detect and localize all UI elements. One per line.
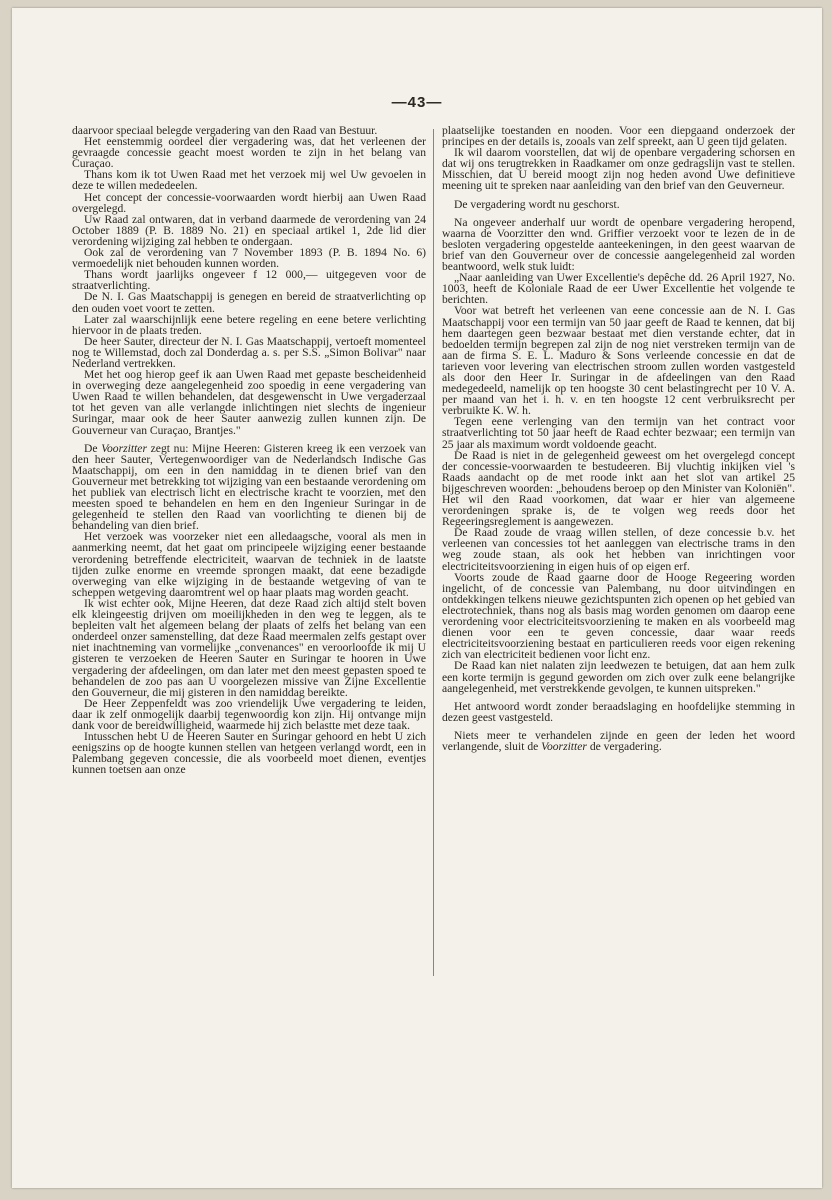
paragraph: daarvoor speciaal belegde vergadering van den Raad van Bestuur.: [72, 125, 378, 137]
paragraph: De N. I. Gas Maatschappij is genegen en bereid de straatverlichting op den ouden voet voort te zetten.: [72, 290, 426, 315]
paragraph: De Raad is niet in de gelegenheid geweest om het overgelegd concept der concessie-voorwaarden te bestudeeren. Bij vluchtig inkijken viel 's Raads aandacht op de met roode inkt aan het slot van artikel 25 bijgeschreven woorden: „behoudens beroep op den Minister van Koloniën". Het wil den Raad voorkomen, dat waar er hier van algemeene verordeningen sprake is, de te volgen weg reeds door het Regeeringsreglement is aangewezen.: [442, 448, 795, 529]
paragraph: De Heer Zeppenfeldt was zoo vriendelijk Uwe vergadering te leiden, daar ik zelf onmogelijk daarbij tegenwoordig kon zijn. Hij ontvange mijn dank voor de bereidwilligheid, waarmede hij zich belastte met deze taak.: [72, 696, 426, 732]
paragraph: Voorts zoude de Raad gaarne door de Hooge Regeering worden ingelicht, of de concessie van Palembang, nu door uitvindingen en ontdekkingen telkens nieuwe gezichtspunten zich openen op het gebied van electrotechniek, thans nog als basis mag worden genomen om daarop eene verordening voor electriciteitsvoorziening te maken en als voorbeeld mag dienen voor een te geven concessie, daar waar reeds electriciteitsvoorziening bestaat en particulieren reeds voor eigen rekening zich van electriciteit bedienen voor licht enz.: [442, 570, 795, 662]
paragraph-text: zegt nu: Mijne Heeren: Gisteren kreeg ik een verzoek van den heer Sauter, Vertegenwoordiger van de Nederlandsch Indische Gas Maatschappij, om een in den namiddag in te dienen brief van den Gouverneur met betrekking tot wijziging van een bestaande verordening om het publiek van electrisch licht en electrische kracht te voorzien, met den meesten spoed te behandelen en hem en den Ingenieur Suringar in de gelegenheid te stellen den Raad van voorlichting te dienen bij de behandeling van dien brief.: [72, 441, 426, 533]
paragraph: Thans wordt jaarlijks ongeveer f 12 000,— uitgegeven voor de straatverlichting.: [72, 268, 426, 293]
paragraph: plaatselijke toestanden en nooden. Voor een diepgaand onderzoek der principes en der details is, zooals van zelf spreekt, aan U geen tijd gelaten.: [442, 125, 795, 149]
left-column: [72, 125, 426, 1185]
document-page: [12, 8, 822, 1188]
paragraph: Ook zal de verordening van 7 November 1893 (P. B. 1894 No. 6) vermoedelijk niet behouden kunnen worden.: [72, 246, 426, 271]
paragraph: Tegen eene verlenging van den termijn van het contract voor straatverlichting tot 50 jaar heeft de Raad echter bezwaar; een termijn van 25 jaar als maximum wordt voldoende geacht.: [442, 415, 795, 451]
paragraph: [442, 730, 795, 752]
paragraph: Het eenstemmig oordeel dier vergadering was, dat het verleenen der gevraagde concessie geacht moest worden te zijn in het belang van Curaçao.: [72, 135, 426, 171]
paragraph: „Naar aanleiding van Uwer Excellentie's depêche dd. 26 April 1927, No. 1003, heeft de Koloniale Raad de eer Uwer Excellentie het volgende te berichten.: [442, 271, 795, 307]
paragraph: Uw Raad zal ontwaren, dat in verband daarmede de verordening van 24 October 1889 (P. B. 1889 No. 21) en speciaal artikel 1, 2de lid dier verordening wijziging zal hebben te ondergaan.: [72, 212, 426, 248]
column-divider: [433, 129, 434, 976]
paragraph: Intusschen hebt U de Heeren Sauter en Suringar gehoord en hebt U zich eenigszins op de hoogte kunnen stellen van hetgeen verlangd wordt, een in Palembang gegeven concessie, die als voorbeeld moet dienen, eventjes kunnen toetsen aan onze: [72, 730, 426, 777]
paragraph: Voor wat betreft het verleenen van eene concessie aan de N. I. Gas Maatschappij voor een termijn van 50 jaar geeft de Raad te kennen, dat bij hem daartegen geen bezwaar bestaat met dien verstande echter, dat in bedoelden termijn begrepen zal zijn de nog niet verstreken termijn van de aan de firma S. E. L. Maduro & Sons verleende concessie en dat de tarieven voor levering van electrischen stroom zullen worden vastgesteld als door den Heer Ir. Suringar in de afdeelingen van den Raad medegedeeld, namelijk op ten hoogste 30 cent belastingrecht per 10 V. A. per maand van het i. h. v. en ten hoogste 12 cent verbruiksrecht per verbruikte K. W. h.: [442, 304, 795, 418]
paragraph-text: de vergadering.: [586, 739, 662, 753]
paragraph: Ik wil daarom voorstellen, dat wij de openbare vergadering schorsen en dat wij ons terugtrekken in Raadkamer om onze gedragslijn vast te stellen. Misschien, dat U bereid moogt zijn nog heden avond Uwe definitieve meening uit te spreken naar aanleiding van den brief van den Geuverneur.: [442, 146, 795, 193]
paragraph-text: Niets meer te verhandelen zijnde en geen der leden het woord verlangende, sluit de: [442, 728, 795, 753]
speaker-name: Voorzitter: [101, 441, 147, 455]
paragraph: Ik wist echter ook, Mijne Heeren, dat deze Raad zich altijd stelt boven elk kleingeestig drijven om moeilijkheden in den weg te leggen, als te bepleiten valt het algemeen belang der plaats of zelfs het belang van een onderdeel onzer samenstelling, dat deze Raad meermalen zelfs gestapt over niet inachtneming van vormelijke „convenances" en veroorloofde ik mij U gisteren te verzoeken de Heeren Sauter en Suringar te hooren in Uwe vergadering der afdeelingen, om dan later met den meest gepasten spoed te behandelen de zoo pas aan U voorgelezen missive van Zijne Excellentie den Gouverneur, die mij gisteren in den namiddag bereikte.: [72, 596, 426, 699]
paragraph: De Raad zoude de vraag willen stellen, of deze concessie b.v. het verleenen van concessies tot het aanleggen van electrische trams in den weg zoude staan, als ook het hebben van inrichtingen voor electriciteitsvoorziening in eigen huis of op eigen erf.: [442, 526, 795, 573]
paragraph: De Raad kan niet nalaten zijn leedwezen te betuigen, dat aan hem zulk een korte termijn is gegund geworden om zich over zulk eene belangrijke aangelegenheid, met verstrekkende gevolgen, te kunnen uitspreken.": [442, 659, 795, 695]
paragraph-text: De: [84, 441, 102, 455]
paragraph: Later zal waarschijnlijk eene betere regeling en eene betere verlichting hiervoor in de plaats treden.: [72, 312, 426, 337]
paragraph: De vergadering wordt nu geschorst.: [454, 197, 620, 211]
paragraph: Het antwoord wordt zonder beraadslaging en hoofdelijke stemming in dezen geest vastgesteld.: [442, 699, 795, 724]
right-column: [442, 125, 795, 975]
paragraph: Het verzoek was voorzeker niet een alledaagsche, vooral als men in aanmerking neemt, dat het gaat om principeele wijziging eener bestaande verordening betreffende electriciteit, waarvan de techniek in de laatste tijden zulke enorme en vreemde sprongen maakt, dat eene bezadigde overweging van elke wijziging in de bestaande wetgeving of van te scheppen wetgeving daaromtrent wel op haar plaats mag worden geacht.: [72, 530, 426, 599]
paragraph: Thans kom ik tot Uwen Raad met het verzoek mij wel Uw gevoelen in deze te willen mededeelen.: [72, 168, 426, 193]
speaker-name: Voorzitter: [541, 739, 587, 753]
paragraph: [72, 443, 426, 532]
paragraph: Het concept der concessie-voorwaarden wordt hierbij aan Uwen Raad overgelegd.: [72, 190, 426, 215]
paragraph: Na ongeveer anderhalf uur wordt de openbare vergadering heropend, waarna de Voorzitter den wnd. Griffier verzoekt voor te lezen de in de besloten vergadering opgestelde aanteekeningen, in den geest waarvan de brief van den Gouverneur over de concessie aangelegenheid zal worden beantwoord, welk stuk luidt:: [442, 215, 795, 274]
paragraph: De heer Sauter, directeur der N. I. Gas Maatschappij, vertoeft momenteel nog te Willemstad, doch zal Donderdag a. s. per S.S. „Simon Bolivar" naar Nederland vertrekken.: [72, 334, 426, 370]
page-number: —43—: [391, 94, 443, 111]
paragraph: Met het oog hierop geef ik aan Uwen Raad met gepaste bescheidenheid in overweging deze aangelegenheid zoo spoedig in eene vergadering van Uwen Raad te willen behandelen, dat desgewenscht in Uwe vergaderzaal tot het geven van alle verlangde inlichtingen niet slechts de ingenieur Suringar, maar ook de heer Sauter aanwezig zullen kunnen zijn. De Gouverneur van Curaçao, Brantjes.": [72, 368, 426, 437]
